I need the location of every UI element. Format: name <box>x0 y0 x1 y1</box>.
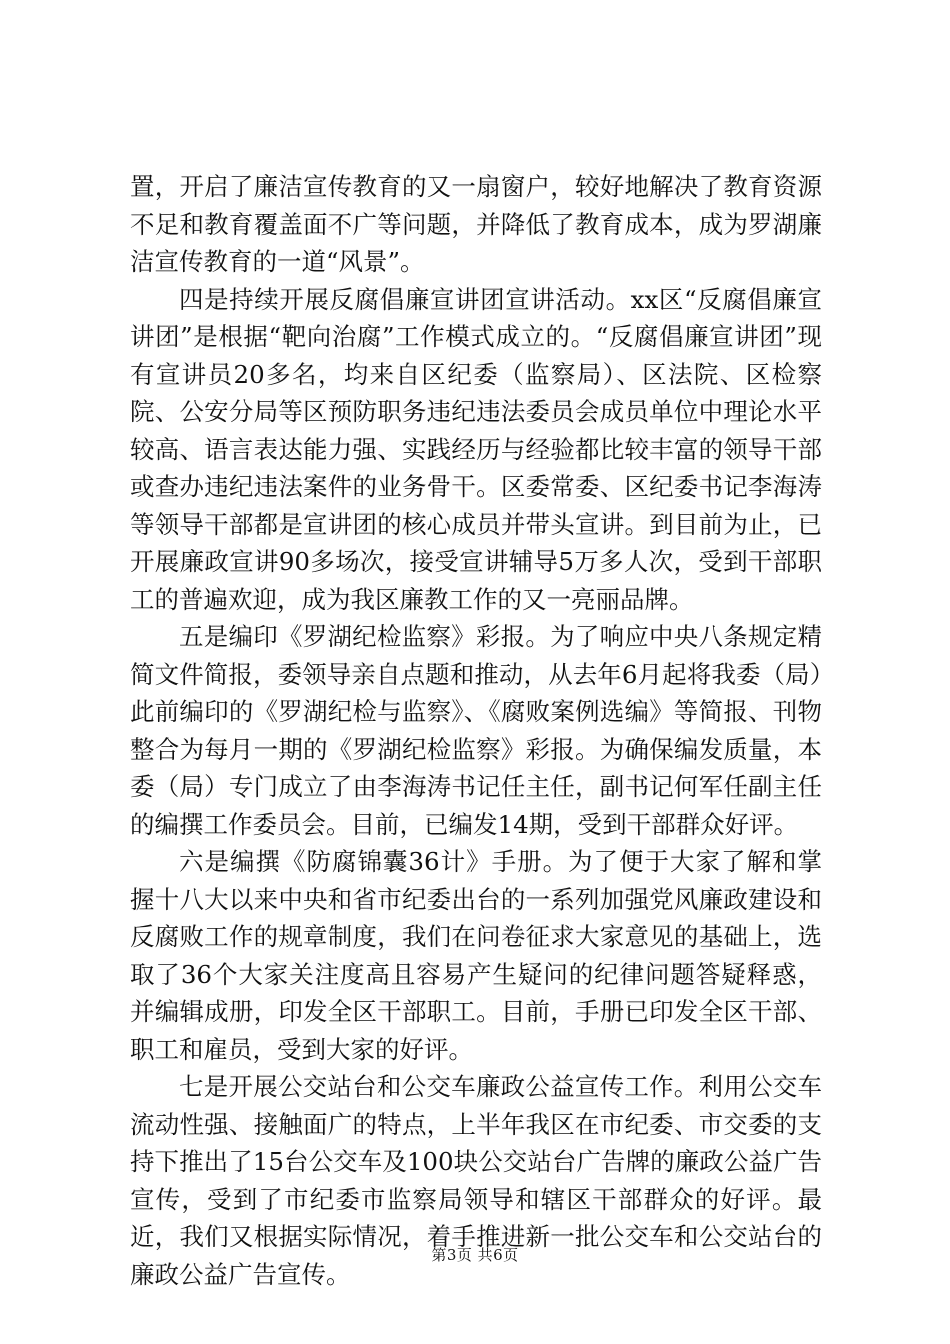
page-footer: 第3页 共6页 <box>431 1246 519 1264</box>
paragraph-bus-ads: 七是开展公交站台和公交车廉政公益宣传工作。利用公交车流动性强、接触面广的特点，上半年我区在市纪委、市交委的支持下推出了15台公交车及100块公交站台广告牌的廉政公益广告宣传，受到了市纪委市监察局领导和辖区干部群众的好评。最近，我们又根据实际情况，着手推进新一批公交车和公交站台的廉政公益广告宣传。 <box>130 1072 822 1289</box>
document-body <box>130 168 822 1293</box>
paragraph-newsletter: 五是编印《罗湖纪检监察》彩报。为了响应中央八条规定精简文件简报，委领导亲自点题和推动，从去年6月起将我委（局）此前编印的《罗湖纪检与监察》、《腐败案例选编》等简报、刊物整合为每月一期的《罗湖纪检监察》彩报。为确保编发质量，本委（局）专门成立了由李海涛书记任主任，副书记何军任副主任的编撰工作委员会。目前，已编发14期，受到干部群众好评。 <box>130 622 822 839</box>
paragraph-handbook: 六是编撰《防腐锦囊36计》手册。为了便于大家了解和掌握十八大以来中央和省市纪委出台的一系列加强党风廉政建设和反腐败工作的规章制度，我们在问卷征求大家意见的基础上，选取了36个大家关注度高且容易产生疑问的纪律问题答疑释惑，并编辑成册，印发全区干部职工。目前，手册已印发全区干部、职工和雇员，受到大家的好评。 <box>130 847 822 1064</box>
paragraph-lecture-group: 四是持续开展反腐倡廉宣讲团宣讲活动。xx区“反腐倡廉宣讲团”是根据“靶向治腐”工作模式成立的。“反腐倡廉宣讲团”现有宣讲员20多名，均来自区纪委（监察局）、区法院、区检察院、公安分局等区预防职务违纪违法委员会成员单位中理论水平较高、语言表达能力强、实践经历与经验都比较丰富的领导干部或查办违纪违法案件的业务骨干。区委常委、区纪委书记李海涛等领导干部都是宣讲团的核心成员并带头宣讲。到目前为止，已开展廉政宣讲90多场次，接受宣讲辅导5万多人次，受到干部职工的普遍欢迎，成为我区廉教工作的又一亮丽品牌。 <box>130 284 822 614</box>
paragraph-continuation: 置，开启了廉洁宣传教育的又一扇窗户，较好地解决了教育资源不足和教育覆盖面不广等问题，并降低了教育成本，成为罗湖廉洁宣传教育的一道“风景”。 <box>130 172 822 276</box>
